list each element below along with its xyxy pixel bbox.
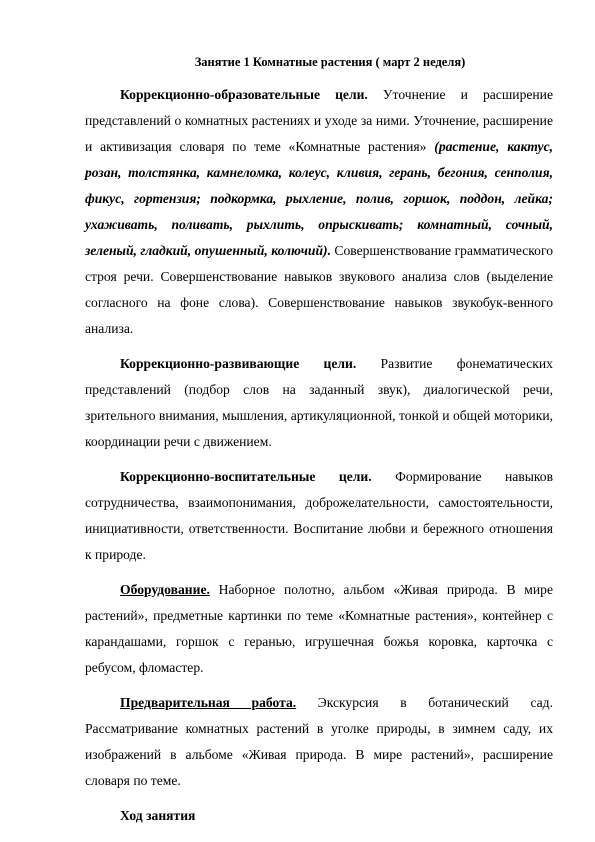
text-correctional-educational-goals-part2: Совершенствование грамматического строя речи. Совершенствование навыков звукового анализа слов (выделение согласного на фоне слова). Совершенствование навыков звукобук-венного анализа. [85,243,553,336]
vocabulary-list: (растение, кактус, розан, толстянка, камнеломка, колеус, кливия, герань, бегония, сенполия, фикус, гортензия; подкормка, рыхление, полив, горшок, поддон, лейка; ухаживать, поливать, рыхлить, опрыскивать; комнатный, сочный, зеленый, гладкий, опушенный, колючий). [85,139,553,258]
document-title: Занятие 1 Комнатные растения ( март 2 неделя) [194,55,466,69]
lesson-heading: Ход занятия [120,808,196,823]
paragraph-correctional-upbringing-goals [85,464,553,568]
label-preliminary-work: Предварительная работа. [120,695,297,710]
text-correctional-upbringing-goals: Формирование навыков сотрудничества, взаимопонимания, доброжелательности, самостоятельности, инициативности, ответственности. Воспитание любви и бережного отношения к природе. [85,469,553,562]
label-equipment: Оборудование. [120,582,210,597]
paragraph-correctional-developmental-goals [85,351,553,455]
text-preliminary-work: Экскурсия в ботанический сад. Рассматривание комнатных растений в уголке природы, в зимнем саду, их изображений в альбоме «Живая природа. В мире растений», расширение словаря по теме. [85,695,553,788]
paragraph-preliminary-work [85,690,553,794]
text-correctional-developmental-goals: Развитие фонематических представлений (подбор слов на заданный звук), диалогической речи, зрительного внимания, мышления, артикуляционной, тонкой и общей моторики, координации речи с движением. [85,356,553,449]
text-correctional-educational-goals-part1: Уточнение и расширение представлений о комнатных растениях и уходе за ними. Уточнение, расширение и активизация словаря по теме «Комнатные растения» [85,87,553,154]
label-correctional-educational-goals: Коррекционно-образовательные цели. [120,87,368,102]
paragraph-equipment [85,577,553,681]
document-page [85,52,553,829]
label-correctional-developmental-goals: Коррекционно-развивающие цели. [120,356,357,371]
text-equipment: Наборное полотно, альбом «Живая природа. В мире растений», предметные картинки по теме «Комнатные растения», контейнер с карандашами, горшок с геранью, игрушечная божья коровка, карточка с ребусом, фломастер. [85,582,553,675]
label-correctional-upbringing-goals: Коррекционно-воспитательные цели. [120,469,372,484]
paragraph-correctional-educational-goals [85,82,553,342]
